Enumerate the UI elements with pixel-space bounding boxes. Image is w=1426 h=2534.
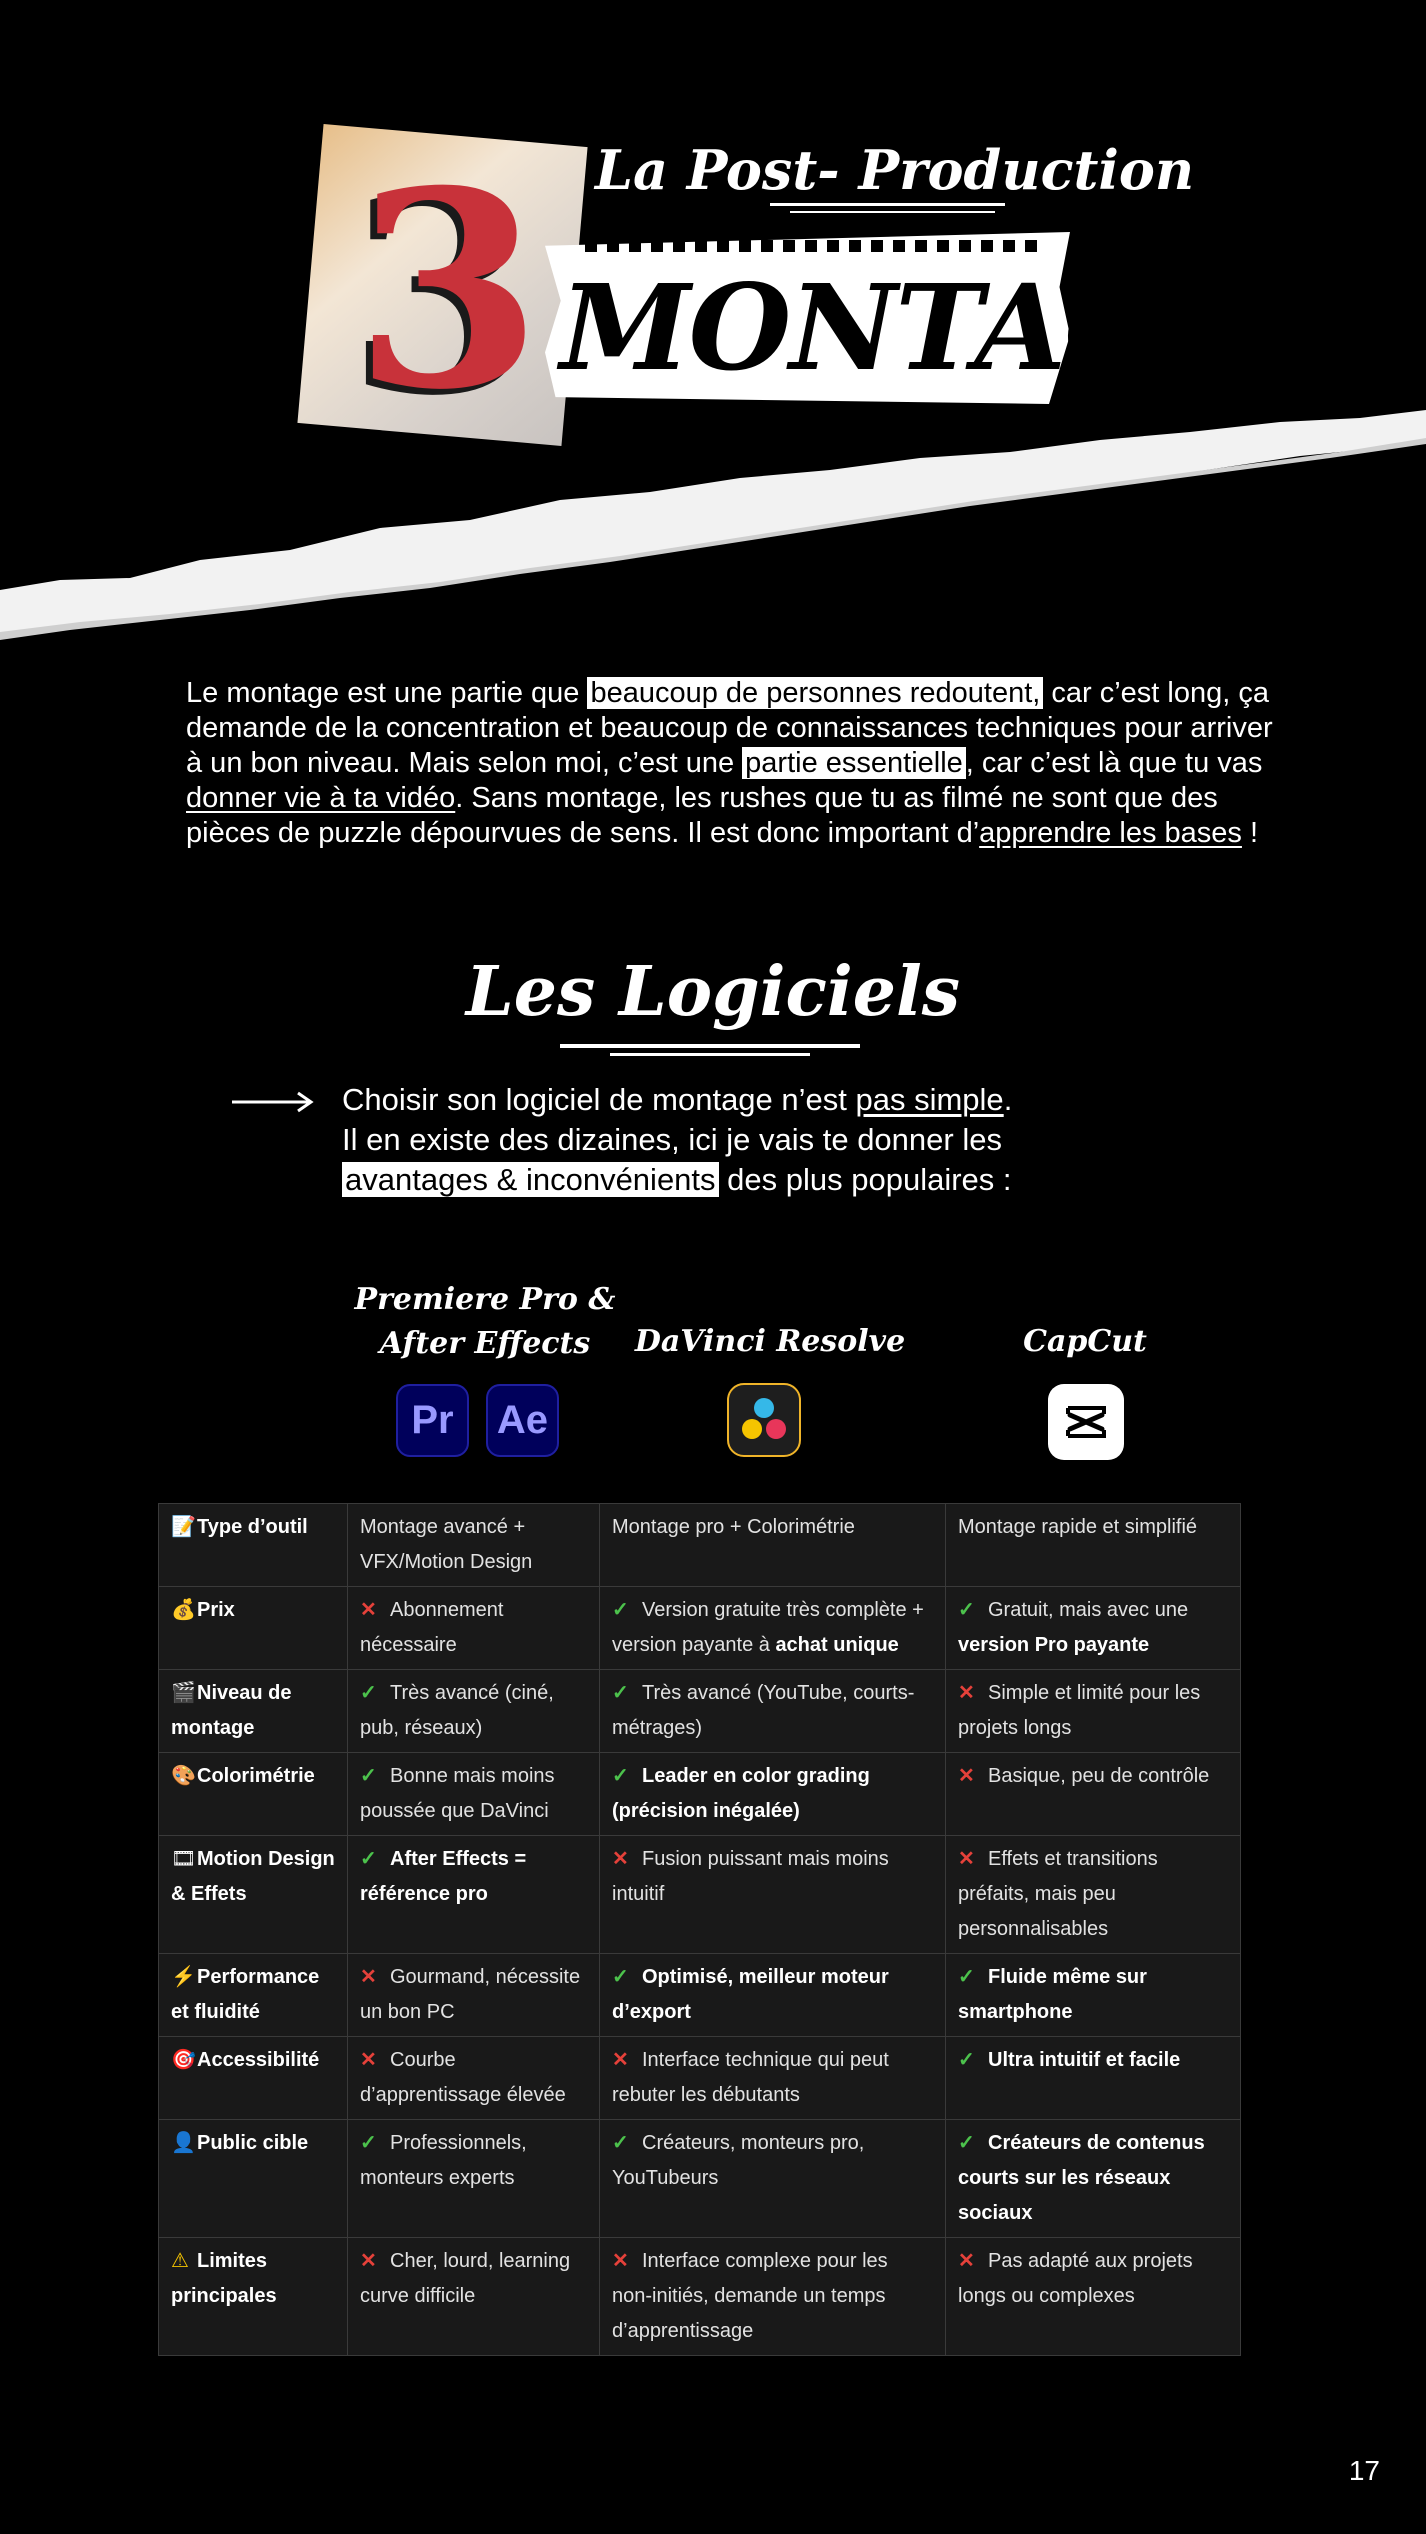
section-title-underline (560, 1044, 860, 1048)
intro-highlight: partie essentielle (742, 747, 966, 779)
davinci-cell: Montage pro + Colorimétrie (600, 1504, 946, 1587)
cross-icon: ✕ (958, 2250, 975, 2272)
cross-icon: ✕ (612, 2049, 629, 2071)
row-label: 👤Public cible (159, 2120, 348, 2238)
intro-paragraph (186, 676, 1276, 851)
premiere-cell: ✕ Abonnement nécessaire (348, 1587, 600, 1670)
row-label: 🎬Niveau de montage (159, 1670, 348, 1753)
choose-line-2: Il en existe des dizaines, ici je vais te donner les (342, 1122, 1002, 1157)
memo-icon: 📝 (171, 1516, 196, 1538)
chapter-header (0, 0, 1426, 660)
cross-icon: ✕ (360, 1599, 377, 1621)
intro-text: . Sans montage, les rushes que tu as filmé ne sont que des pièces de puzzle dépourvues de sens. Il est donc important d’ (186, 782, 1218, 849)
choose-software-text (342, 1080, 1142, 1200)
row-label: 🎯Accessibilité (159, 2037, 348, 2120)
capcut-cell: ✕ Effets et transitions préfaits, mais peu personnalisables (946, 1836, 1241, 1954)
row-label: 💰Prix (159, 1587, 348, 1670)
row-label: 🎨Colorimétrie (159, 1753, 348, 1836)
capcut-cell: ✕ Simple et limité pour les projets longs (946, 1670, 1241, 1753)
cross-icon: ✕ (958, 1765, 975, 1787)
check-icon: ✓ (360, 2132, 377, 2154)
check-icon: ✓ (958, 1966, 975, 1988)
choose-line-3: avantages & inconvénients des plus populaires : (342, 1160, 1142, 1200)
chapter-kicker: La Post- Production (595, 138, 1195, 202)
target-icon: 🎯 (171, 2049, 196, 2071)
davinci-cell: ✓ Version gratuite très complète + version payante à achat unique (600, 1587, 946, 1670)
person-icon: 👤 (171, 2132, 196, 2154)
intro-text: , car c’est là que tu vas (965, 747, 1263, 779)
capcut-cell: ✓ Créateurs de contenus courts sur les réseaux sociaux (946, 2120, 1241, 2238)
premiere-cell: ✓ After Effects = référence pro (348, 1836, 600, 1954)
davinci-cell: ✕ Interface technique qui peut rebuter les débutants (600, 2037, 946, 2120)
chapter-number: 3 (354, 131, 542, 449)
capcut-label: CapCut (1023, 1324, 1147, 1359)
check-icon: ✓ (612, 1599, 629, 1621)
davinci-cell: ✓ Optimisé, meilleur moteur d’export (600, 1954, 946, 2037)
capcut-icon (1048, 1384, 1124, 1460)
cross-icon: ✕ (958, 1682, 975, 1704)
premiere-pro-icon: Pr (396, 1384, 469, 1457)
check-icon: ✓ (958, 1599, 975, 1621)
capcut-cell: ✕ Pas adapté aux projets longs ou complexes (946, 2238, 1241, 2356)
film-frames-icon: 🎞 (171, 1848, 197, 1870)
after-effects-icon: Ae (486, 1384, 559, 1457)
capcut-cell: ✕ Basique, peu de contrôle (946, 1753, 1241, 1836)
check-icon: ✓ (612, 1682, 629, 1704)
table-row (159, 2120, 1241, 2238)
cross-icon: ✕ (360, 2250, 377, 2272)
davinci-cell: ✓ Créateurs, monteurs pro, YouTubeurs (600, 2120, 946, 2238)
premiere-cell: ✕ Gourmand, nécessite un bon PC (348, 1954, 600, 2037)
intro-underline: apprendre les bases (979, 817, 1242, 849)
row-label: 📝Type d’outil (159, 1504, 348, 1587)
check-icon: ✓ (612, 1765, 629, 1787)
capcut-cell: Montage rapide et simplifié (946, 1504, 1241, 1587)
intro-text: ! (1241, 817, 1259, 849)
money-bag-icon: 💰 (171, 1599, 196, 1621)
premiere-cell: ✓ Bonne mais moins poussée que DaVinci (348, 1753, 600, 1836)
table-row (159, 2238, 1241, 2356)
table-row (159, 1504, 1241, 1587)
premiere-cell: ✓ Très avancé (ciné, pub, réseaux) (348, 1670, 600, 1753)
row-label: ⚠ Limites principales (159, 2238, 348, 2356)
arrow-right-icon (232, 1090, 314, 1114)
check-icon: ✓ (612, 2132, 629, 2154)
lightning-icon: ⚡ (171, 1966, 196, 1988)
torn-paper-strip (0, 400, 1426, 640)
section-title: Les Logiciels (465, 952, 961, 1032)
intro-highlight: beaucoup de personnes redoutent, (587, 677, 1043, 709)
intro-text: car c’est long, ça demande de la concentration et beaucoup de connaissances techniques pour arriver à un bon niveau. Mais selon moi, c’est une (186, 677, 1273, 779)
davinci-cell: ✓ Très avancé (YouTube, courts-métrages) (600, 1670, 946, 1753)
capcut-cell: ✓ Fluide même sur smartphone (946, 1954, 1241, 2037)
check-icon: ✓ (958, 2049, 975, 2071)
cross-icon: ✕ (958, 1848, 975, 1870)
cross-icon: ✕ (360, 1966, 377, 1988)
premiere-cell: ✕ Cher, lourd, learning curve difficile (348, 2238, 600, 2356)
premiere-cell: ✕ Courbe d’apprentissage élevée (348, 2037, 600, 2120)
row-label: 🎞Motion Design & Effets (159, 1836, 348, 1954)
palette-icon: 🎨 (171, 1765, 196, 1787)
choose-line-1: Choisir son logiciel de montage n’est pas simple. (342, 1082, 1013, 1117)
intro-text: Le montage est une partie que (186, 677, 588, 709)
premiere-cell: ✓ Professionnels, monteurs experts (348, 2120, 600, 2238)
page-number: 17 (1348, 2455, 1380, 2486)
check-icon: ✓ (612, 1966, 629, 1988)
check-icon: ✓ (360, 1765, 377, 1787)
davinci-cell: ✕ Interface complexe pour les non-initiés, demande un temps d’apprentissage (600, 2238, 946, 2356)
comparison-table (158, 1503, 1241, 2356)
check-icon: ✓ (360, 1848, 377, 1870)
table-row (159, 2037, 1241, 2120)
table-row (159, 1836, 1241, 1954)
cross-icon: ✕ (612, 1848, 629, 1870)
warning-icon: ⚠ (171, 2250, 189, 2272)
kicker-underline (770, 203, 1005, 206)
intro-underline: donner vie à ta vidéo (186, 782, 456, 814)
film-perforations (585, 240, 1055, 256)
davinci-resolve-icon (727, 1383, 801, 1457)
capcut-cell: ✓ Ultra intuitif et facile (946, 2037, 1241, 2120)
kicker-underline-2 (790, 211, 995, 213)
capcut-cell: ✓ Gratuit, mais avec une version Pro payante (946, 1587, 1241, 1670)
davinci-cell: ✓ Leader en color grading (précision inégalée) (600, 1753, 946, 1836)
check-icon: ✓ (360, 1682, 377, 1704)
cross-icon: ✕ (360, 2049, 377, 2071)
table-row (159, 1670, 1241, 1753)
premiere-label: Premiere Pro & After Effects (354, 1282, 616, 1361)
section-title-underline-2 (610, 1053, 810, 1056)
table-row (159, 1587, 1241, 1670)
davinci-label: DaVinci Resolve (634, 1324, 906, 1359)
clapperboard-icon: 🎬 (171, 1682, 196, 1704)
davinci-cell: ✕ Fusion puissant mais moins intuitif (600, 1836, 946, 1954)
chapter-title: MONTAGE (560, 258, 1251, 397)
row-label: ⚡Performance et fluidité (159, 1954, 348, 2037)
table-row (159, 1753, 1241, 1836)
premiere-cell: Montage avancé + VFX/Motion Design (348, 1504, 600, 1587)
table-row (159, 1954, 1241, 2037)
check-icon: ✓ (958, 2132, 975, 2154)
cross-icon: ✕ (612, 2250, 629, 2272)
